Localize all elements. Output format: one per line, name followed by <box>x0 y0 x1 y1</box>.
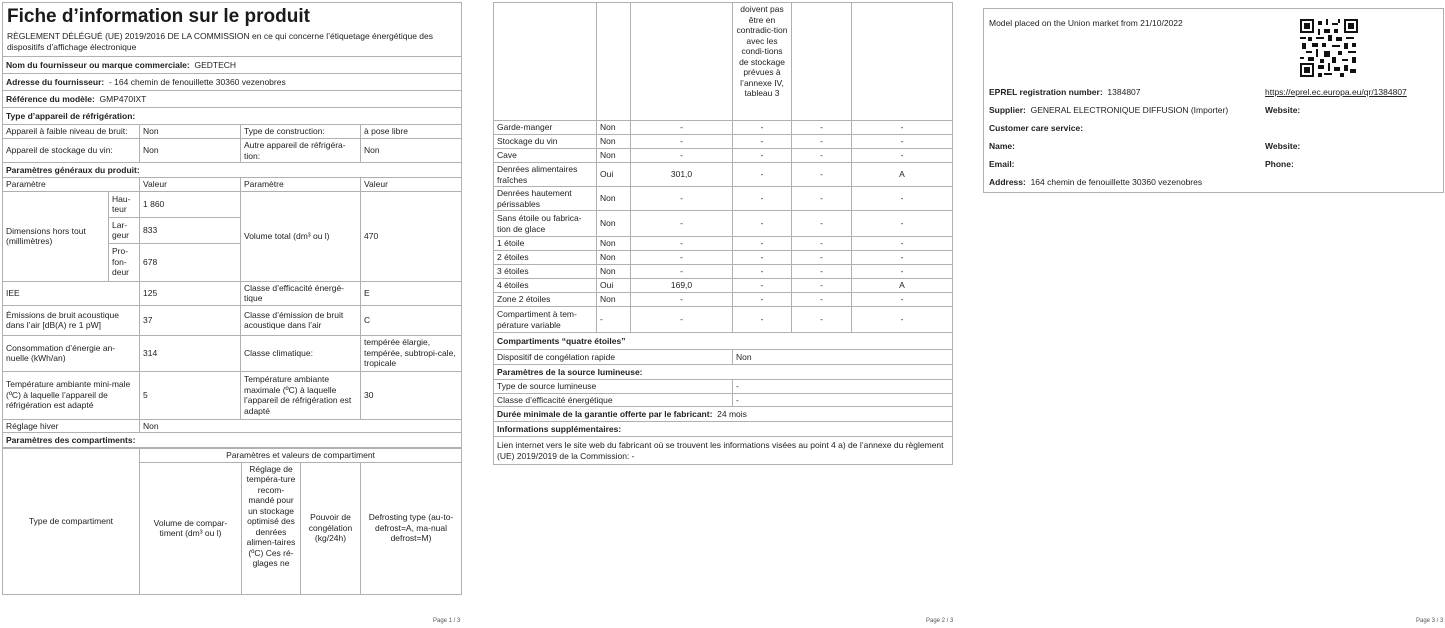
tmax-value: 30 <box>361 371 462 419</box>
eprel-label: EPREL registration number: <box>989 87 1103 97</box>
col-param-1: Paramètre <box>3 178 140 192</box>
warranty-value: 24 mois <box>717 408 747 419</box>
sheet-table-page1 <box>2 2 462 448</box>
noise-label: Émissions de bruit acoustique dans l’air [dB(A) re 1 pW] <box>3 305 140 335</box>
comp-volume: 169,0 <box>631 279 733 293</box>
comp-freeze: - <box>792 293 852 307</box>
comp-volume: - <box>631 149 733 163</box>
light-type-value: - <box>733 380 953 394</box>
winter-value: Non <box>140 419 462 433</box>
low-noise-value: Non <box>140 125 241 139</box>
iee-value: 125 <box>140 281 241 305</box>
product-sheet-page2 <box>493 2 952 478</box>
model-value: GMP470IXT <box>99 93 147 104</box>
table-row <box>494 149 953 163</box>
wine-value: Non <box>140 139 241 163</box>
comp-setting: - <box>733 211 792 237</box>
comp-present: Oui <box>597 163 631 187</box>
comp-freeze: - <box>792 163 852 187</box>
product-sheet-page1 <box>2 2 461 612</box>
height-value: 1 860 <box>140 191 241 217</box>
comp-volume: - <box>631 187 733 211</box>
comp-defrost: - <box>852 187 953 211</box>
comp-values-header: Paramètres et valeurs de compartiment <box>140 449 462 463</box>
width-value: 833 <box>140 217 241 243</box>
email-label: Email: <box>989 159 1015 169</box>
comp-name: 3 étoiles <box>494 265 597 279</box>
supplier-value: GEDTECH <box>194 59 237 70</box>
col-value-1: Valeur <box>140 178 241 192</box>
comp-volume-label: Volume de compar-timent (dm³ ou l) <box>140 462 242 594</box>
col-param-2: Paramètre <box>241 178 361 192</box>
comp-setting: - <box>733 265 792 279</box>
construction-value: à pose libre <box>361 125 462 139</box>
wine-label: Appareil de stockage du vin: <box>3 139 140 163</box>
comp-volume: - <box>631 251 733 265</box>
compartment-table <box>493 2 953 465</box>
comp-present: Non <box>597 293 631 307</box>
comp-defrost: A <box>852 163 953 187</box>
address-label: Adresse du fournisseur: <box>6 76 105 87</box>
comp-name: Cave <box>494 149 597 163</box>
comp-present: Non <box>597 135 631 149</box>
setting-header-continued: doivent pas être en contradic-tion avec les condi-tions de stockage prévues à l’annexe IV, tableau 3 <box>733 3 792 121</box>
comp-freeze: - <box>792 279 852 293</box>
light-class-value: - <box>733 393 953 407</box>
eff-class-label: Classe d’efficacité énergé-tique <box>241 281 361 305</box>
comp-defrost-label: Defrosting type (au-to-defrost=A, ma-nual defrost=M) <box>361 462 462 594</box>
noise-class-label: Classe d’émission de bruit acoustique dans l’air <box>241 305 361 335</box>
comp-freeze: - <box>792 211 852 237</box>
comp-name: Stockage du vin <box>494 135 597 149</box>
table-row <box>494 211 953 237</box>
website2-label: Website: <box>1265 141 1301 151</box>
table-row <box>494 163 953 187</box>
comp-setting: - <box>733 163 792 187</box>
comp-present: Non <box>597 121 631 135</box>
page-number-2: Page 2 / 3 <box>926 618 954 624</box>
table-row <box>494 135 953 149</box>
comp-name: 4 étoiles <box>494 279 597 293</box>
compartments-header: Paramètres des compartiments: <box>3 433 462 448</box>
volume-value: 470 <box>361 191 462 281</box>
comp-name: Zone 2 étoiles <box>494 293 597 307</box>
supplier3-label: Supplier: <box>989 105 1026 115</box>
comp-name: Denrées hautement périssables <box>494 187 597 211</box>
table-row <box>494 187 953 211</box>
winter-label: Réglage hiver <box>3 419 140 433</box>
address-value: - 164 chemin de fenouillette 30360 vezenobres <box>108 76 286 87</box>
customer-care-label: Customer care service: <box>989 123 1084 133</box>
table-row <box>494 293 953 307</box>
page-title: Fiche d’information sur le produit <box>7 6 310 27</box>
comp-present: Non <box>597 251 631 265</box>
comp-defrost: - <box>852 149 953 163</box>
supplier-label: Nom du fournisseur ou marque commerciale: <box>6 59 190 70</box>
comp-type-label: Type de compartiment <box>3 449 140 595</box>
light-class-label: Classe d’efficacité énergétique <box>494 393 733 407</box>
comp-defrost: - <box>852 307 953 333</box>
consumption-value: 314 <box>140 335 241 371</box>
comp-volume: - <box>631 237 733 251</box>
comp-volume: - <box>631 211 733 237</box>
comp-volume: 301,0 <box>631 163 733 187</box>
table-row <box>494 307 953 333</box>
four-star-header: Compartiments “quatre étoiles” <box>494 333 953 350</box>
address3-value: 164 chemin de fenouillette 30360 vezenobres <box>1030 177 1203 187</box>
comp-defrost: - <box>852 135 953 149</box>
comp-setting: - <box>733 121 792 135</box>
comp-name: Denrées alimentaires fraîches <box>494 163 597 187</box>
comp-present: Non <box>597 187 631 211</box>
comp-volume: - <box>631 135 733 149</box>
comp-freeze: - <box>792 121 852 135</box>
height-label: Hau-teur <box>109 191 140 217</box>
comp-freeze-label: Pouvoir de congélation (kg/24h) <box>301 462 361 594</box>
page-number-1: Page 1 / 3 <box>433 618 461 624</box>
address3-label: Address: <box>989 177 1026 187</box>
type-header: Type d’appareil de réfrigération: <box>3 108 462 125</box>
comp-name: Garde-manger <box>494 121 597 135</box>
eff-class-value: E <box>361 281 462 305</box>
comp-freeze: - <box>792 307 852 333</box>
comp-freeze: - <box>792 135 852 149</box>
website-label: Website: <box>1265 105 1301 115</box>
noise-value: 37 <box>140 305 241 335</box>
consumption-label: Consommation d’énergie an-nuelle (kWh/an) <box>3 335 140 371</box>
comp-present: Non <box>597 211 631 237</box>
page-number-3: Page 3 / 3 <box>1416 618 1444 624</box>
construction-label: Type de construction: <box>241 125 361 139</box>
warranty-label: Durée minimale de la garantie offerte par le fabricant: <box>497 408 713 419</box>
comp-freeze: - <box>792 251 852 265</box>
phone-label: Phone: <box>1265 159 1294 169</box>
iee-label: IEE <box>3 281 140 305</box>
market-date: Model placed on the Union market from 21/10/2022 <box>989 18 1183 28</box>
comp-defrost: - <box>852 121 953 135</box>
tmin-label: Température ambiante mini-male (ºC) à laquelle l’appareil de réfrigération est adapté <box>3 371 140 419</box>
comp-name: Sans étoile ou fabrica-tion de glace <box>494 211 597 237</box>
supplier3-value: GENERAL ELECTRONIQUE DIFFUSION (Importer) <box>1030 105 1229 115</box>
tmin-value: 5 <box>140 371 241 419</box>
comp-present: Non <box>597 149 631 163</box>
light-header: Paramètres de la source lumineuse: <box>494 365 953 380</box>
climate-label: Classe climatique: <box>241 335 361 371</box>
comp-freeze: - <box>792 187 852 211</box>
comp-defrost: - <box>852 237 953 251</box>
comp-present: - <box>597 307 631 333</box>
qr-code-icon[interactable] <box>1300 19 1358 77</box>
name-label: Name: <box>989 141 1015 151</box>
comp-setting: - <box>733 187 792 211</box>
table-row <box>494 237 953 251</box>
eprel-link[interactable]: https://eprel.ec.europa.eu/qr/1384807 <box>1265 87 1407 97</box>
comp-present: Oui <box>597 279 631 293</box>
comp-name: 1 étoile <box>494 237 597 251</box>
comp-defrost: - <box>852 211 953 237</box>
table-row <box>494 279 953 293</box>
comp-freeze: - <box>792 149 852 163</box>
comp-setting: - <box>733 293 792 307</box>
eprel-value: 1384807 <box>1107 87 1141 97</box>
eprel-box <box>983 8 1444 193</box>
comp-volume: - <box>631 307 733 333</box>
comp-name: Compartiment à tem-pérature variable <box>494 307 597 333</box>
depth-label: Pro-fon-deur <box>109 243 140 281</box>
page-3 <box>980 0 1445 628</box>
regulation-text: RÈGLEMENT DÉLÉGUÉ (UE) 2019/2016 DE LA COMMISSION en ce qui concerne l’étiquetage énergétique des dispositifs d’affichage électronique <box>7 31 434 52</box>
additional-header: Informations supplémentaires: <box>494 422 953 437</box>
other-value: Non <box>361 139 462 163</box>
dimensions-label: Dimensions hors tout (millimètres) <box>3 191 109 281</box>
comp-setting: - <box>733 149 792 163</box>
comp-present: Non <box>597 265 631 279</box>
weblink-text: Lien internet vers le site web du fabricant où se trouvent les informations visées au point 4 a) de l’annexe du règlement (UE) 2019/2019 de la Commission: - <box>494 437 953 465</box>
other-label: Autre appareil de réfrigéra-tion: <box>241 139 361 163</box>
comp-defrost: - <box>852 293 953 307</box>
noise-class-value: C <box>361 305 462 335</box>
comp-volume: - <box>631 293 733 307</box>
page-1 <box>0 0 465 628</box>
volume-label: Volume total (dm³ ou l) <box>241 191 361 281</box>
comp-defrost: - <box>852 265 953 279</box>
depth-value: 678 <box>140 243 241 281</box>
light-type-label: Type de source lumineuse <box>494 380 733 394</box>
rapid-freeze-value: Non <box>733 350 953 365</box>
rapid-freeze-label: Dispositif de congélation rapide <box>494 350 733 365</box>
comp-setting: - <box>733 251 792 265</box>
comp-volume: - <box>631 121 733 135</box>
comp-name: 2 étoiles <box>494 251 597 265</box>
climate-value: tempérée élargie, tempérée, subtropi-cale, tropicale <box>361 335 462 371</box>
page-2 <box>490 0 955 628</box>
compartment-header-table <box>2 448 462 595</box>
comp-setting: - <box>733 237 792 251</box>
model-label: Référence du modèle: <box>6 93 95 104</box>
width-label: Lar-geur <box>109 217 140 243</box>
comp-setting: - <box>733 279 792 293</box>
comp-setting: - <box>733 135 792 149</box>
comp-volume: - <box>631 265 733 279</box>
low-noise-label: Appareil à faible niveau de bruit: <box>3 125 140 139</box>
general-header: Paramètres généraux du produit: <box>3 163 462 178</box>
table-row <box>494 121 953 135</box>
comp-setting: - <box>733 307 792 333</box>
comp-freeze: - <box>792 237 852 251</box>
comp-freeze: - <box>792 265 852 279</box>
col-value-2: Valeur <box>361 178 462 192</box>
table-row <box>494 251 953 265</box>
comp-defrost: - <box>852 251 953 265</box>
comp-defrost: A <box>852 279 953 293</box>
comp-setting-label: Réglage de tempéra-ture recom-mandé pour un stockage optimisé des denrées alimen-taires (ºC) Ces ré-glages ne <box>242 462 301 594</box>
comp-present: Non <box>597 237 631 251</box>
tmax-label: Température ambiante maximale (ºC) à laquelle l’appareil de réfrigération est adapté <box>241 371 361 419</box>
table-row <box>494 265 953 279</box>
